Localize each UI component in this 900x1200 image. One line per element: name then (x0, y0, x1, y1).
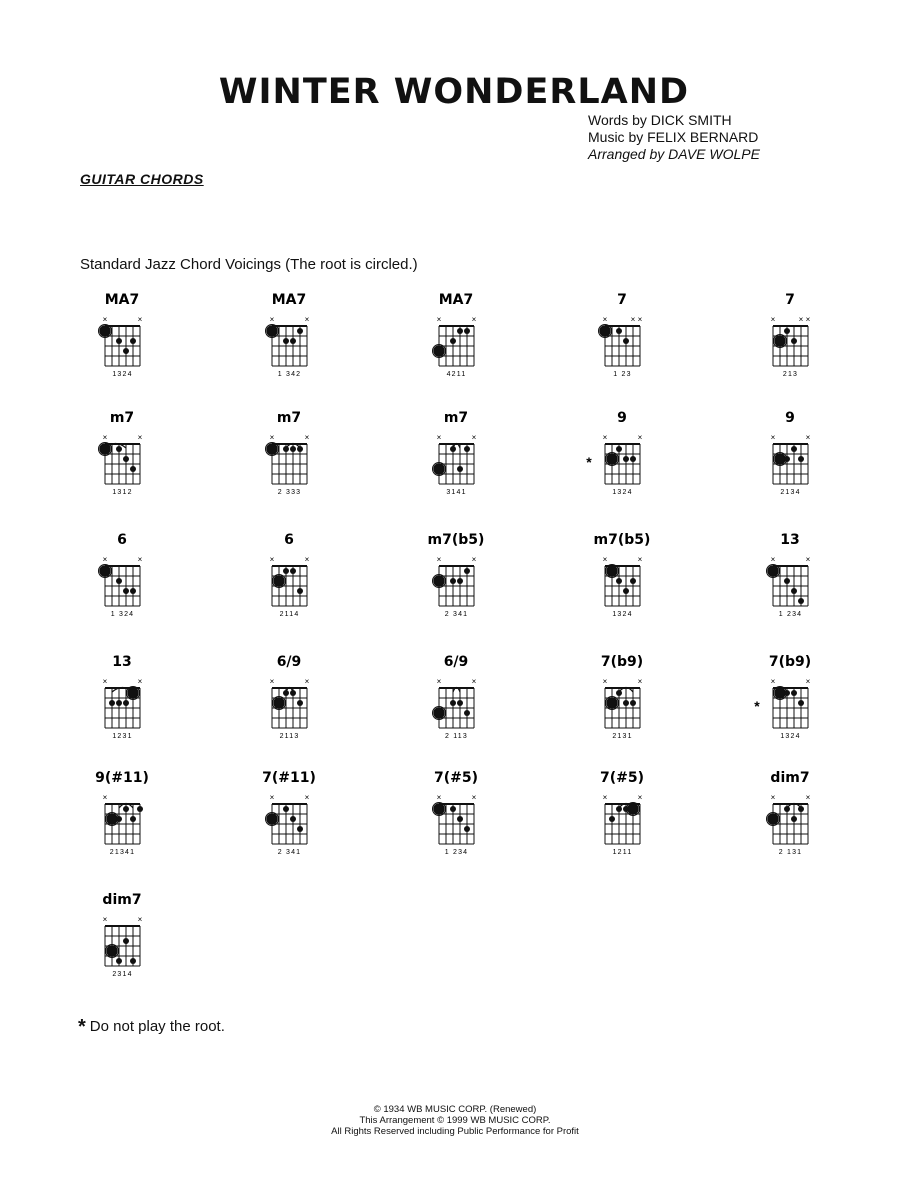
root-dot (607, 566, 617, 576)
finger-dot (623, 588, 629, 594)
finger-dot (791, 816, 797, 822)
chord-diagram-svg (62, 530, 182, 640)
finger-dot (297, 446, 303, 452)
mute-marker: × (137, 315, 143, 324)
finger-dot (123, 456, 129, 462)
finger-dot (630, 700, 636, 706)
chord-diagram-svg (396, 408, 516, 518)
chord-name: 7 (617, 292, 627, 308)
chord-diagram (62, 408, 182, 518)
chord-diagram (229, 652, 349, 762)
mute-marker: × (102, 915, 108, 924)
mute-marker: × (770, 555, 776, 564)
mute-marker: × (102, 677, 108, 686)
finger-dot (109, 700, 115, 706)
fingering-numbers: 2131 (612, 733, 633, 740)
mute-marker: × (269, 433, 275, 442)
finger-dot (791, 588, 797, 594)
finger-dot (290, 816, 296, 822)
mute-marker: × (471, 677, 477, 686)
root-dot (107, 946, 117, 956)
mute-marker: × (269, 555, 275, 564)
chord-diagram-svg (562, 768, 682, 878)
chord-name: 7(b9) (768, 654, 812, 670)
finger-dot (130, 466, 136, 472)
finger-dot (798, 598, 804, 604)
finger-dot (457, 578, 463, 584)
finger-dot (464, 446, 470, 452)
fingering-numbers: 2 113 (445, 733, 468, 740)
finger-dot (116, 578, 122, 584)
chord-diagram (229, 530, 349, 640)
finger-dot (798, 700, 804, 706)
chord-diagram (229, 290, 349, 400)
root-dot (607, 454, 617, 464)
chord-diagram-svg (62, 890, 182, 1000)
mute-marker: × (471, 433, 477, 442)
mute-marker: × (602, 315, 608, 324)
root-dot (267, 814, 277, 824)
mute-marker: × (102, 793, 108, 802)
chord-diagram-svg (562, 290, 682, 400)
fingering-numbers: 2114 (279, 611, 300, 618)
finger-dot (616, 690, 622, 696)
finger-dot (457, 700, 463, 706)
root-dot (607, 698, 617, 708)
fingering-numbers: 3141 (446, 489, 467, 496)
finger-dot (798, 806, 804, 812)
mute-marker: × (137, 555, 143, 564)
root-dot (267, 444, 277, 454)
chord-diagram (396, 768, 516, 878)
fingering-numbers: 1 342 (277, 371, 302, 378)
chord-name: 6/9 (276, 654, 302, 670)
finger-dot (116, 446, 122, 452)
finger-dot (616, 806, 622, 812)
chord-diagram (229, 408, 349, 518)
mute-marker: × (602, 677, 608, 686)
footnote-asterisk: * (78, 1016, 86, 1038)
finger-dot (630, 456, 636, 462)
chord-diagram-svg (62, 652, 182, 762)
chord-diagram (562, 290, 682, 400)
finger-dot (791, 446, 797, 452)
mute-marker: × (137, 433, 143, 442)
fingering-numbers: 2113 (279, 733, 300, 740)
finger-dot (450, 578, 456, 584)
mute-marker: × (805, 433, 811, 442)
finger-dot (283, 806, 289, 812)
chord-diagram (396, 408, 516, 518)
intro-text: Standard Jazz Chord Voicings (The root is circled.) (80, 256, 418, 273)
chord-diagram-svg (396, 530, 516, 640)
finger-dot (616, 578, 622, 584)
fingering-numbers: 1324 (612, 489, 633, 496)
chord-name: 9(#11) (95, 770, 149, 786)
root-dot (768, 566, 778, 576)
mute-marker: × (602, 793, 608, 802)
chord-diagram-svg (730, 652, 850, 762)
finger-dot (784, 806, 790, 812)
finger-dot (123, 806, 129, 812)
chord-diagram (229, 768, 349, 878)
fingering-numbers: 1 234 (444, 849, 469, 856)
chord-diagram-svg (229, 768, 349, 878)
copyright-line: © 1934 WB MUSIC CORP. (Renewed) (373, 1104, 537, 1115)
chord-name: 6 (117, 532, 127, 548)
chord-name: m7(b5) (593, 532, 651, 548)
finger-dot (290, 690, 296, 696)
finger-dot (791, 338, 797, 344)
mute-marker: × (436, 433, 442, 442)
fingering-numbers: 2 341 (444, 611, 469, 618)
chord-name: 6 (284, 532, 294, 548)
root-dot (434, 576, 444, 586)
mute-marker: × (637, 315, 643, 324)
fingering-numbers: 2 341 (277, 849, 302, 856)
mute-marker: × (269, 677, 275, 686)
mute-marker: × (770, 315, 776, 324)
mute-marker: × (770, 677, 776, 686)
finger-dot (290, 446, 296, 452)
chord-diagram-svg (396, 290, 516, 400)
finger-dot (116, 958, 122, 964)
finger-dot (623, 456, 629, 462)
finger-dot (123, 700, 129, 706)
chord-name: m7 (276, 410, 302, 426)
finger-dot (464, 568, 470, 574)
mute-marker: × (471, 315, 477, 324)
finger-dot (116, 700, 122, 706)
root-dot (628, 804, 638, 814)
song-title: WINTER WONDERLAND (218, 72, 690, 112)
chord-name: 6/9 (443, 654, 469, 670)
chord-name: 7(#11) (262, 770, 316, 786)
finger-dot (130, 338, 136, 344)
mute-marker: × (137, 915, 143, 924)
fingering-numbers: 2134 (780, 489, 801, 496)
chord-diagram (562, 768, 682, 878)
chord-name: 7(b9) (600, 654, 644, 670)
mute-marker: × (471, 555, 477, 564)
copyright-line: This Arrangement © 1999 WB MUSIC CORP. (359, 1115, 551, 1126)
mute-marker: × (602, 555, 608, 564)
finger-dot (450, 338, 456, 344)
fingering-numbers: 1324 (780, 733, 801, 740)
finger-dot (784, 456, 790, 462)
root-dot (274, 576, 284, 586)
fingering-numbers: 1231 (112, 733, 133, 740)
finger-dot (130, 816, 136, 822)
chord-diagram (730, 530, 850, 640)
fingering-numbers: 2 131 (778, 849, 803, 856)
mute-marker: × (436, 793, 442, 802)
mute-marker: × (304, 433, 310, 442)
chord-diagram-svg (229, 408, 349, 518)
finger-dot (116, 338, 122, 344)
mute-marker: × (102, 433, 108, 442)
finger-dot (457, 466, 463, 472)
mute-marker: × (602, 433, 608, 442)
root-dot (775, 336, 785, 346)
chord-name: dim7 (770, 770, 810, 786)
copyright-notice (0, 1104, 900, 1137)
chord-diagram (730, 290, 850, 400)
chord-diagram-svg (62, 290, 182, 400)
chord-name: m7(b5) (427, 532, 485, 548)
mute-marker: × (304, 555, 310, 564)
finger-dot (123, 588, 129, 594)
finger-dot (116, 816, 122, 822)
chord-diagram (730, 408, 850, 518)
root-dot (768, 814, 778, 824)
finger-dot (457, 328, 463, 334)
finger-dot (464, 826, 470, 832)
chord-diagram-svg (229, 290, 349, 400)
finger-dot (123, 348, 129, 354)
finger-dot (130, 958, 136, 964)
finger-dot (623, 700, 629, 706)
chord-name: MA7 (104, 292, 140, 308)
finger-dot (137, 806, 143, 812)
chord-diagram-svg (396, 768, 516, 878)
mute-marker: × (304, 677, 310, 686)
footnote (78, 1014, 225, 1037)
chord-name: dim7 (102, 892, 142, 908)
finger-dot (784, 328, 790, 334)
mute-marker: × (770, 793, 776, 802)
root-dot (434, 804, 444, 814)
mute-marker: × (137, 677, 143, 686)
mute-marker: × (269, 793, 275, 802)
finger-dot (450, 806, 456, 812)
no-root-asterisk: * (754, 698, 760, 714)
finger-dot (283, 568, 289, 574)
finger-dot (609, 816, 615, 822)
mute-marker: × (436, 555, 442, 564)
root-dot (107, 814, 117, 824)
finger-dot (123, 938, 129, 944)
fingering-numbers: 1324 (112, 371, 133, 378)
fingering-numbers: 1312 (112, 489, 133, 496)
chord-diagram (396, 530, 516, 640)
root-dot (128, 688, 138, 698)
finger-dot (283, 690, 289, 696)
arranger-credit: Arranged by DAVE WOLPE (588, 146, 760, 162)
finger-dot (450, 700, 456, 706)
mute-marker: × (805, 793, 811, 802)
chord-diagram-svg (229, 652, 349, 762)
fingering-numbers: 2 333 (277, 489, 302, 496)
chord-name: 9 (617, 410, 627, 426)
fingering-numbers: 1 324 (110, 611, 135, 618)
finger-dot (290, 338, 296, 344)
finger-dot (130, 588, 136, 594)
finger-dot (464, 710, 470, 716)
mute-marker: × (805, 677, 811, 686)
footnote-text: Do not play the root. (89, 1018, 225, 1035)
finger-dot (616, 328, 622, 334)
finger-dot (784, 578, 790, 584)
fingering-numbers: 4211 (446, 371, 467, 378)
finger-dot (798, 456, 804, 462)
chord-diagram (396, 652, 516, 762)
chord-diagram (562, 408, 682, 518)
chord-name: m7 (443, 410, 469, 426)
root-dot (100, 566, 110, 576)
finger-dot (464, 328, 470, 334)
fingering-numbers: 21341 (109, 849, 136, 856)
mute-marker: × (637, 793, 643, 802)
music-credit: Music by FELIX BERNARD (588, 129, 759, 145)
root-dot (100, 326, 110, 336)
root-dot (775, 454, 785, 464)
fingering-numbers: 1211 (612, 849, 633, 856)
finger-dot (791, 690, 797, 696)
chord-diagram-svg (229, 530, 349, 640)
chord-name: 13 (112, 654, 132, 670)
mute-marker: × (770, 433, 776, 442)
root-dot (434, 464, 444, 474)
chord-name: 7 (785, 292, 795, 308)
finger-dot (450, 446, 456, 452)
mute-marker: × (630, 315, 636, 324)
root-dot (434, 708, 444, 718)
finger-dot (630, 578, 636, 584)
mute-marker: × (436, 677, 442, 686)
mute-marker: × (102, 555, 108, 564)
fingering-numbers: 1324 (612, 611, 633, 618)
chord-diagram (62, 768, 182, 878)
chord-diagram-svg (562, 408, 682, 518)
finger-dot (283, 446, 289, 452)
mute-marker: × (471, 793, 477, 802)
root-dot (274, 698, 284, 708)
root-dot (600, 326, 610, 336)
chord-name: 9 (785, 410, 795, 426)
chord-name: MA7 (438, 292, 474, 308)
mute-marker: × (436, 315, 442, 324)
chord-diagram (562, 530, 682, 640)
chord-diagram-svg (62, 768, 182, 878)
fretboard-grid (272, 804, 307, 844)
mute-marker: × (798, 315, 804, 324)
chord-diagram (62, 290, 182, 400)
finger-dot (784, 690, 790, 696)
chord-diagram (62, 890, 182, 1000)
finger-dot (457, 816, 463, 822)
fingering-numbers: 1 23 (613, 371, 632, 378)
mute-marker: × (102, 315, 108, 324)
mute-marker: × (304, 793, 310, 802)
chord-diagram-svg (562, 530, 682, 640)
chord-name: 7(#5) (433, 770, 479, 786)
chord-diagram-svg (730, 290, 850, 400)
words-credit: Words by DICK SMITH (588, 112, 732, 128)
finger-dot (297, 700, 303, 706)
root-dot (775, 688, 785, 698)
finger-dot (616, 446, 622, 452)
chord-diagram-svg (396, 652, 516, 762)
chord-name: MA7 (271, 292, 307, 308)
chord-diagram-svg (62, 408, 182, 518)
mute-marker: × (637, 433, 643, 442)
mute-marker: × (637, 677, 643, 686)
finger-dot (290, 568, 296, 574)
finger-dot (623, 338, 629, 344)
fingering-numbers: 213 (782, 371, 799, 378)
mute-marker: × (805, 555, 811, 564)
no-root-asterisk: * (586, 454, 592, 470)
chord-diagram (562, 652, 682, 762)
chord-name: 7(#5) (599, 770, 645, 786)
chord-diagram-svg (562, 652, 682, 762)
finger-dot (297, 588, 303, 594)
copyright-line: All Rights Reserved including Public Performance for Profit (331, 1126, 579, 1137)
chord-diagram (396, 290, 516, 400)
finger-dot (297, 826, 303, 832)
chord-diagram-svg (730, 530, 850, 640)
mute-marker: × (637, 555, 643, 564)
chord-diagram (730, 652, 850, 762)
chord-diagram (62, 652, 182, 762)
finger-dot (283, 338, 289, 344)
mute-marker: × (269, 315, 275, 324)
chord-diagram-svg (730, 768, 850, 878)
finger-dot (297, 328, 303, 334)
fingering-numbers: 1 234 (778, 611, 803, 618)
root-dot (434, 346, 444, 356)
fretboard-grid (439, 688, 474, 728)
mute-marker: × (805, 315, 811, 324)
chord-name: 13 (780, 532, 800, 548)
mute-marker: × (304, 315, 310, 324)
fingering-numbers: 2314 (112, 971, 133, 978)
root-dot (100, 444, 110, 454)
chord-diagram-svg (730, 408, 850, 518)
section-label: GUITAR CHORDS (80, 171, 204, 187)
root-dot (267, 326, 277, 336)
chord-name: m7 (109, 410, 135, 426)
chord-diagram (730, 768, 850, 878)
chord-diagram (62, 530, 182, 640)
